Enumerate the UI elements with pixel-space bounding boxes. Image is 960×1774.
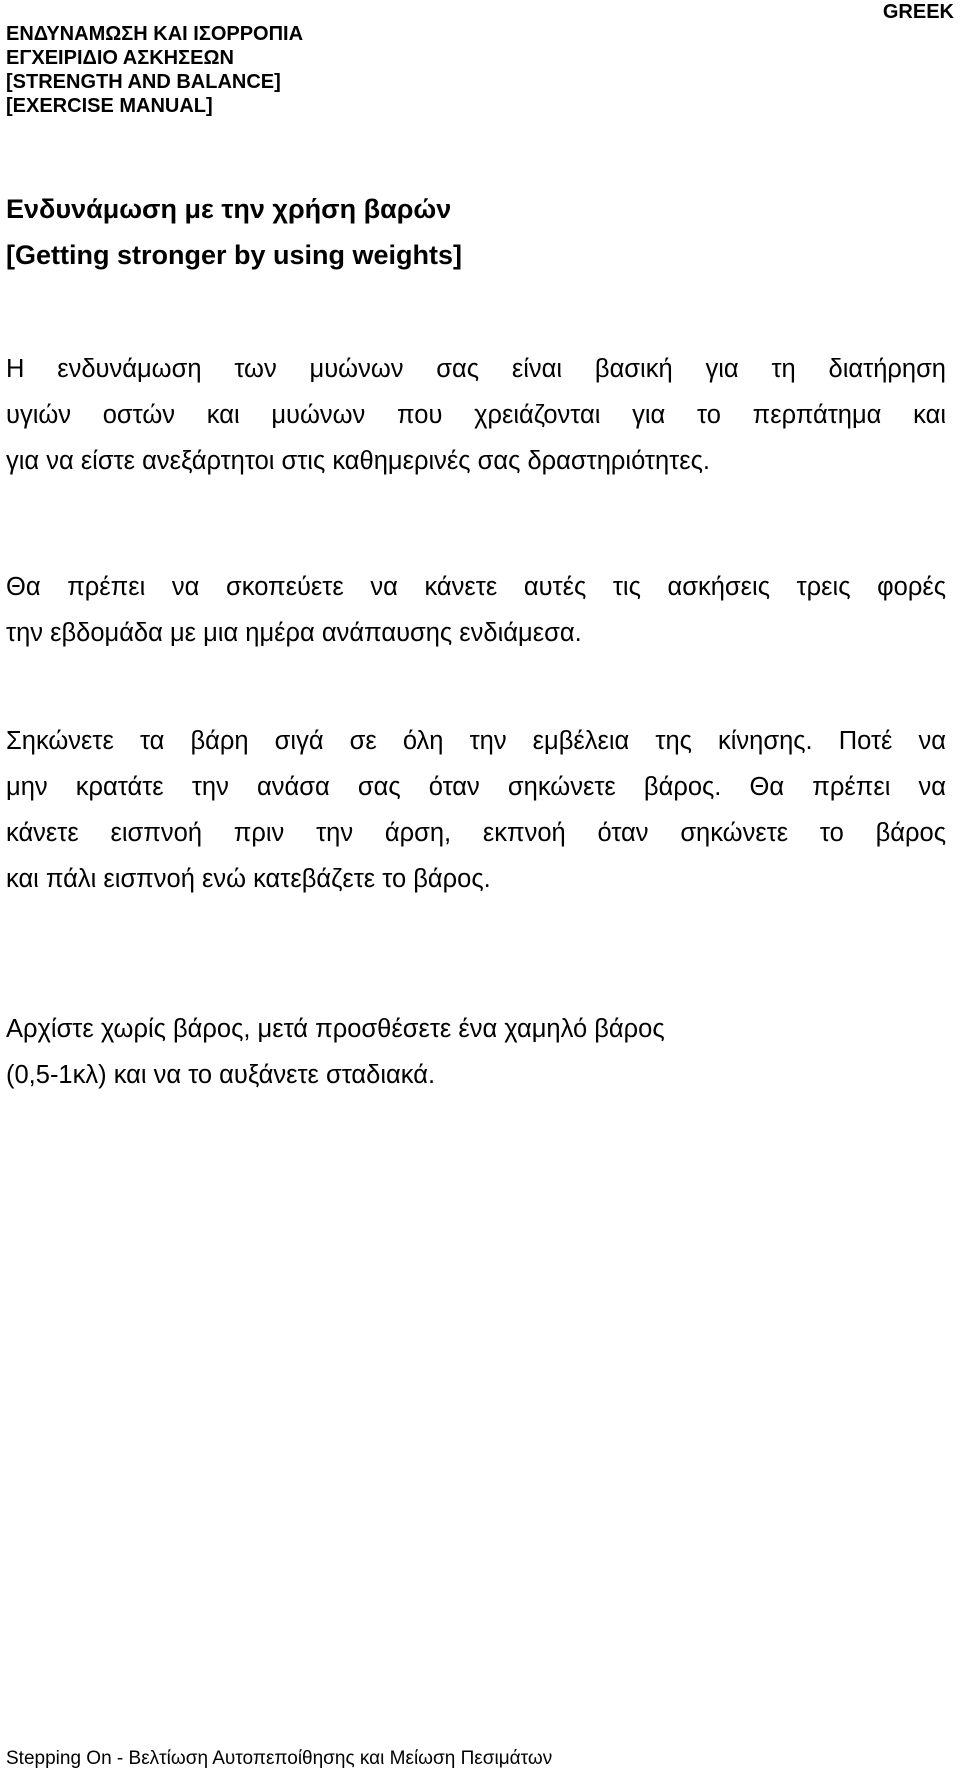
section-title-greek: Ενδυνάμωση με την χρήση βαρών <box>6 194 452 224</box>
header-title-greek-2: ΕΓΧΕΙΡΙΔΙΟ ΑΣΚΗΣΕΩΝ <box>6 47 234 69</box>
paragraph-frequency <box>6 564 946 656</box>
paragraph-technique <box>6 718 946 902</box>
paragraph-line: Η ενδυνάμωση των μυώνων σας είναι βασική για τη διατήρηση <box>6 355 946 383</box>
paragraph-line: και πάλι εισπνοή ενώ κατεβάζετε το βάρος. <box>6 865 491 893</box>
paragraph-progression <box>6 1006 946 1098</box>
page-footer: Stepping On - Βελτίωση Αυτοπεποίθησης και Μείωση Πεσιμάτων <box>6 1748 553 1769</box>
paragraph-line: την εβδομάδα με μια ημέρα ανάπαυσης ενδιάμεσα. <box>6 619 582 647</box>
paragraph-line: για να είστε ανεξάρτητοι στις καθημερινές σας δραστηριότητες. <box>6 447 710 475</box>
manual-header <box>6 22 606 118</box>
language-label: GREEK <box>882 1 954 23</box>
paragraph-line: κάνετε εισπνοή πριν την άρση, εκπνοή όταν σηκώνετε το βάρος <box>6 819 946 847</box>
paragraph-line: (0,5-1κλ) και να το αυξάνετε σταδιακά. <box>6 1061 436 1089</box>
paragraph-line: Σηκώνετε τα βάρη σιγά σε όλη την εμβέλεια της κίνησης. Ποτέ να <box>6 727 946 755</box>
paragraph-intro <box>6 346 946 484</box>
paragraph-line: Αρχίστε χωρίς βάρος, μετά προσθέσετε ένα χαμηλό βάρος <box>6 1015 665 1043</box>
section-title-english: [Getting stronger by using weights] <box>6 240 463 270</box>
paragraph-line: μην κρατάτε την ανάσα σας όταν σηκώνετε βάρος. Θα πρέπει να <box>6 773 946 801</box>
header-title-english-1: [STRENGTH AND BALANCE] <box>6 71 281 93</box>
section-heading <box>6 186 946 278</box>
header-title-greek-1: ΕΝΔΥΝΑΜΩΣΗ ΚΑΙ ΙΣΟΡΡΟΠΙΑ <box>6 23 304 45</box>
paragraph-line: Θα πρέπει να σκοπεύετε να κάνετε αυτές τις ασκήσεις τρεις φορές <box>6 573 946 601</box>
header-title-english-2: [EXERCISE MANUAL] <box>6 95 213 117</box>
paragraph-line: υγιών οστών και μυώνων που χρειάζονται για το περπάτημα και <box>6 401 946 429</box>
